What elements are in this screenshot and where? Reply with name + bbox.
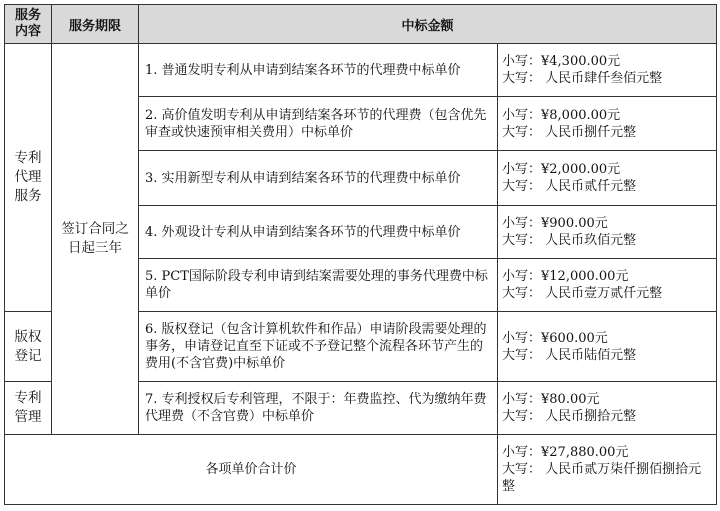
amount-5 <box>498 259 717 312</box>
total-label: 各项单价合计价 <box>5 435 498 505</box>
amount-small: 小写：¥80.00元 <box>502 392 600 407</box>
item-6: 6. 版权登记（包含计算机软件和作品）申请阶段需要处理的事务，申请登记直至下证或不予登记整个流程各环节产生的费用(不含官费)中标单价 <box>139 312 498 382</box>
amount-small: 小写：¥12,000.00元 <box>502 269 629 284</box>
total-row <box>5 435 717 505</box>
amount-small: 小写：¥600.00元 <box>502 330 608 346</box>
amount-big: 大写： 人民币玖佰元整 <box>502 233 637 248</box>
amount-big: 大写： 人民币贰仟元整 <box>502 179 637 194</box>
amount-big: 大写： 人民币壹万贰仟元整 <box>502 286 663 301</box>
amount-small: 小写：¥900.00元 <box>502 216 608 231</box>
amount-big: 大写： 人民币肆仟叁佰元整 <box>502 71 663 86</box>
item-2: 2. 高价值发明专利从申请到结案各环节的代理费（包含优先审查或快速预审相关费用）中标单价 <box>139 97 498 151</box>
header-service-term: 服务期限 <box>52 5 139 44</box>
item-4: 4. 外观设计专利从申请到结案各环节的代理费中标单价 <box>139 206 498 259</box>
amount-7 <box>498 382 717 435</box>
group-patent-management: 专利管理 <box>5 382 52 435</box>
amount-small: 小写：¥2,000.00元 <box>502 162 621 177</box>
amount-6 <box>498 312 717 382</box>
bid-price-table <box>4 4 717 505</box>
item-1: 1. 普通发明专利从申请到结案各环节的代理费中标单价 <box>139 44 498 97</box>
service-term: 签订合同之日起三年 <box>52 44 139 435</box>
amount-small: 小写：¥4,300.00元 <box>502 54 621 69</box>
group-copyright: 版权登记 <box>5 312 52 382</box>
amount-2 <box>498 97 717 151</box>
amount-3 <box>498 151 717 206</box>
header-bid-amount: 中标金额 <box>139 5 717 44</box>
amount-1 <box>498 44 717 97</box>
total-small: 小写：¥27,880.00元 <box>502 445 629 460</box>
amount-big: 大写： 人民币陆佰元整 <box>502 347 637 363</box>
total-amount <box>498 435 717 505</box>
header-service-content: 服务内容 <box>5 5 52 44</box>
item-3: 3. 实用新型专利从申请到结案各环节的代理费中标单价 <box>139 151 498 206</box>
amount-big: 大写： 人民币捌拾元整 <box>502 409 637 424</box>
amount-small: 小写：¥8,000.00元 <box>502 107 621 123</box>
amount-4 <box>498 206 717 259</box>
item-5: 5. PCT国际阶段专利申请到结案需要处理的事务代理费中标单价 <box>139 259 498 312</box>
amount-big: 大写： 人民币捌仟元整 <box>502 124 637 140</box>
item-7: 7. 专利授权后专利管理，不限于：年费监控、代为缴纳年费代理费（不含官费）中标单价 <box>139 382 498 435</box>
group-patent-agency: 专利代理服务 <box>5 44 52 312</box>
table-row <box>5 44 717 97</box>
table-header-row <box>5 5 717 44</box>
total-big: 大写： 人民币贰万柒仟捌佰捌拾元整 <box>502 462 702 494</box>
